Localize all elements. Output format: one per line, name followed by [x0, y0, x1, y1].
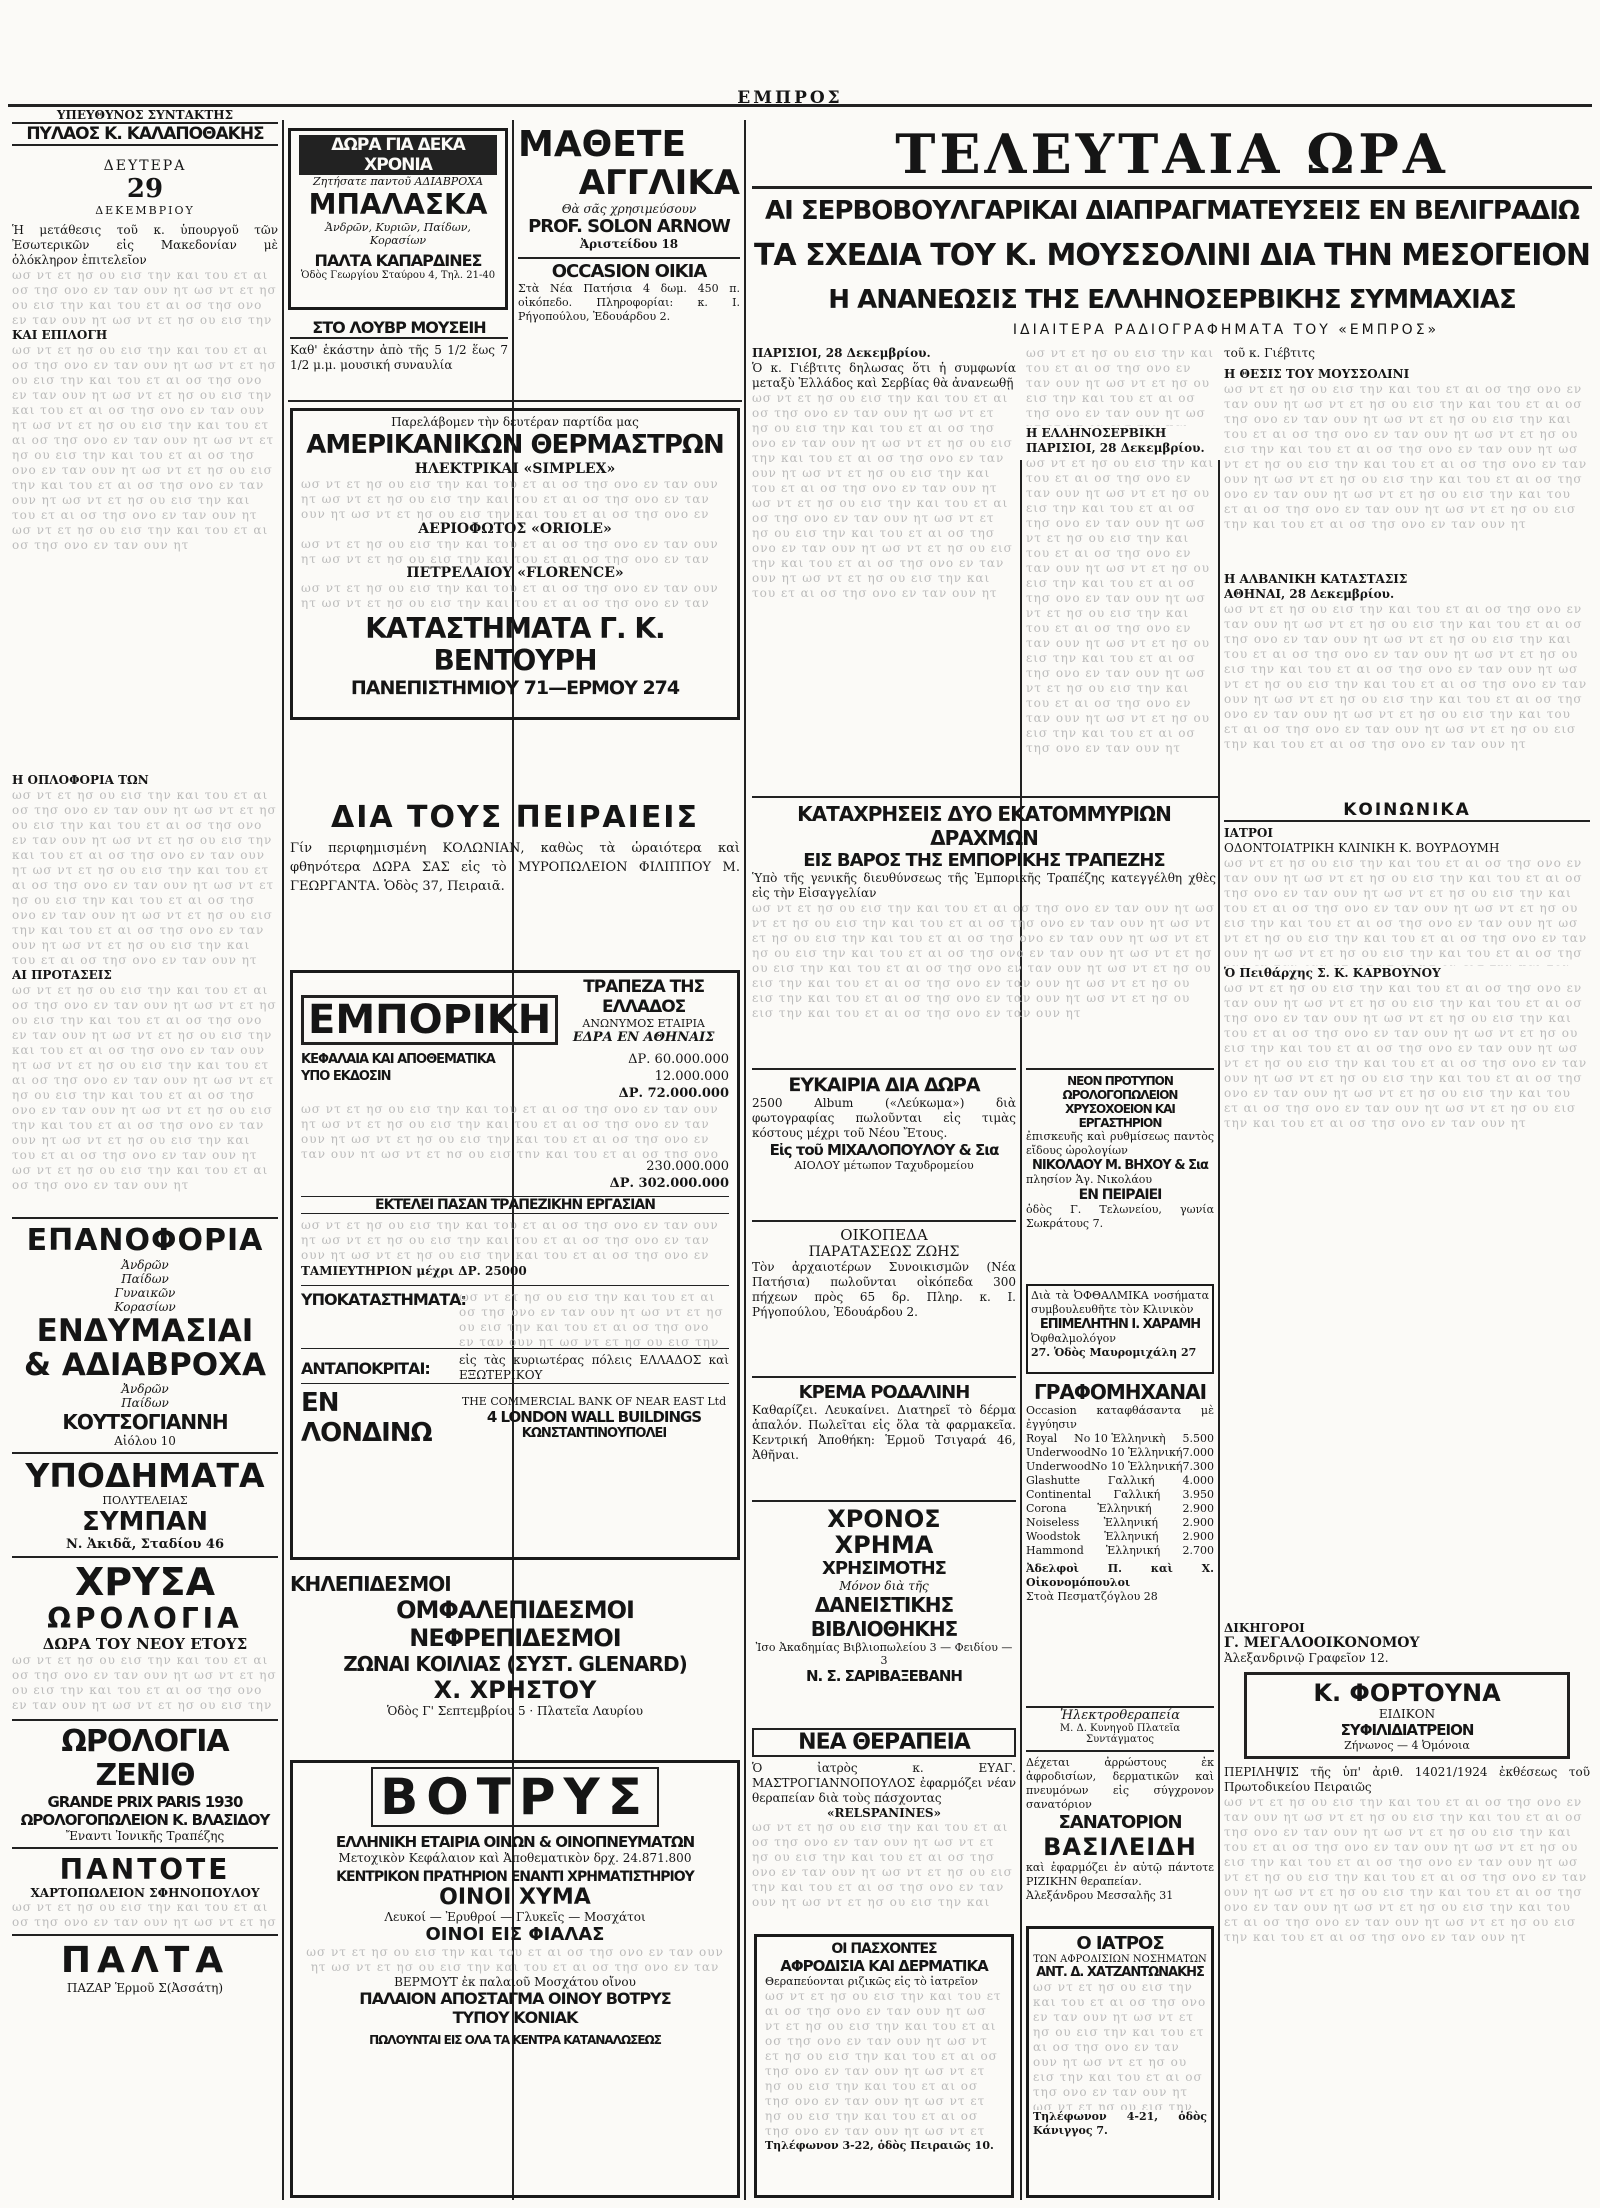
ad-subtitle: ΤΩΝ ΑΦΡΟΔΙΣΙΩΝ ΝΟΣΗΜΑΤΩΝ	[1033, 1954, 1207, 1965]
ad-body	[12, 1653, 278, 1715]
subheading: ΑΙ ΠΡΟΤΑΣΕΙΣ	[12, 968, 112, 982]
article-katachriseis	[752, 802, 1216, 1062]
ad-line: Θὰ σᾶς χρησιμεύσουν	[561, 202, 697, 216]
ad-line: ΗΛΕΚΤΡΙΚΑΙ «SIMPLEX»	[414, 461, 616, 477]
ad-line: ΟΜΦΑΛΕΠΙΔΕΣΜΟΙ	[396, 1596, 634, 1624]
ad-thermastron	[290, 408, 740, 720]
bank-antapokritai: ΑΝΤΑΠΟΚΡΙΤΑΙ:	[301, 1358, 430, 1378]
ad-owner: Χ. ΧΡΗΣΤΟΥ	[433, 1676, 597, 1704]
ad-prof: PROF. SOLON ARNOW	[528, 216, 730, 237]
ad-name: ΑΝΤ. Δ. ΧΑΤΖΑΝΤΩΝΑΚΗΣ	[1036, 1965, 1204, 1980]
article-body	[12, 983, 278, 1213]
ad-line: ΧΡΟΝΟΣ	[827, 1505, 941, 1533]
bank-amount: ΔΡ. 302.000.000	[609, 1176, 729, 1191]
ad-address: Τηλέφωνον 3-22, ὁδὸς Πειραιῶς 10.	[765, 2139, 994, 2152]
ad-title: ΓΡΑΦΟΜΗΧΑΝΑΙ	[1033, 1380, 1207, 1404]
bank-type: ΑΝΩΝΥΜΟΣ ΕΤΑΙΡΙΑ	[582, 1017, 705, 1030]
ad-city: ΕΝ ΠΕΙΡΑΙΕΙ	[1078, 1187, 1162, 1203]
ad-address: 27. Ὁδὸς Μαυρομιχάλη 27	[1031, 1346, 1197, 1359]
ad-address: Τηλέφωνον 4-21, ὁδὸς Κάνιγγος 7.	[1033, 2110, 1207, 2137]
ad-intro: Δέχεται ἀρρώστους ἐκ ἀφροδισίων, δερματικῶν καὶ πνευμόνων εἰς σύγχρονον σανατόριον	[1026, 1756, 1214, 1811]
ad-line: Κορασίων	[114, 1300, 176, 1314]
column-rule	[744, 120, 746, 2200]
bank-branches	[459, 1290, 729, 1348]
bank-ypo-ekdosin: ΥΠΟ ΕΚΔΟΣΙΝ	[301, 1069, 391, 1084]
ad-name: Κ. ΦΟΡΤΟΥΝΑ	[1313, 1679, 1501, 1707]
dateline: ΠΑΡΙΣΙΟΙ, 28 Δεκεμβρίου.	[752, 346, 931, 360]
typewriter-price: 3.950	[1182, 1488, 1214, 1501]
ad-line: ΔΑΝΕΙΣΤΙΚΗΣ	[814, 1593, 954, 1617]
ad-line: ΣΥΦΙΛΙΔΙΑΤΡΕΙΟΝ	[1340, 1721, 1474, 1739]
ad-title: Ο ΙΑΤΡΟΣ	[1076, 1933, 1164, 1954]
ad-line: Γυναικῶν	[114, 1286, 176, 1300]
ad-occasion: OCCASION ΟΙΚΙΑ	[518, 257, 740, 282]
article-body	[12, 268, 278, 328]
subheading: ΔΙΚΗΓΟΡΟΙ	[1224, 1621, 1305, 1635]
ad-mathete: ΜΑΘΕΤΕ	[518, 126, 687, 165]
main-headline-2: ΤΑ ΣΧΕΔΙΑ ΤΟΥ Κ. ΜΟΥΣΣΟΛΙΝΙ ΔΙΑ ΤΗΝ ΜΕΣΟΓΕΙΟΝ	[753, 238, 1591, 273]
typewriter-price: 7.300	[1182, 1460, 1214, 1473]
main-col-c	[1224, 346, 1590, 796]
typewriter-type: Ἑλληνική	[1104, 1530, 1159, 1543]
ad-line: GRANDE PRIX PARIS 1930	[47, 1793, 243, 1811]
ad-adiavrocha: & ΑΔΙΑΒΡΟΧΑ	[24, 1347, 266, 1383]
ad-body	[12, 1900, 278, 1930]
ad-line: ΟΙΝΟΙ ΧΥΜΑ	[439, 1885, 591, 1910]
typewriter-price: 5.500	[1182, 1432, 1214, 1445]
bank-amount: ΔΡ. 72.000.000	[618, 1086, 729, 1101]
typewriter-row	[1026, 1544, 1214, 1558]
ad-brand: ΜΠΑΛΑΣΚΑ	[308, 188, 488, 221]
louvre-notice	[290, 318, 508, 373]
bank-antap-text: εἰς τὰς κυριωτέρας πόλεις ΕΛΛΑΔΟΣ καὶ ΕΞΩΤΕΡΙΚΟΥ	[459, 1353, 729, 1382]
ad-address: Ἀλεξάνδρου Μεσσαλῆς 31	[1026, 1889, 1174, 1902]
divider	[12, 1847, 278, 1849]
ad-grafomichanai	[1026, 1380, 1214, 1700]
main-col-b	[1026, 346, 1214, 796]
ad-address: Ἰσο Ἀκαδημίας Βιβλιοπωλείου 3 — Φειδίου — 3	[755, 1641, 1013, 1667]
ad-line: ΚΕΝΤΡΙΚΟΝ ΠΡΑΤΗΡΙΟΝ ΕΝΑΝΤΙ ΧΡΗΜΑΤΙΣΤΗΡΙΟΥ	[336, 1869, 694, 1885]
typewriter-type: Γαλλική	[1113, 1488, 1161, 1501]
ad-line: ΧΡΗΣΙΜΟΤΗΣ	[822, 1558, 946, 1579]
ad-mpalaska	[288, 128, 508, 310]
notice-text: Καθ' ἑκάστην ἀπὸ τῆς 5 1/2 ἕως 7 1/2 μ.μ. μουσική συναυλία	[290, 343, 508, 372]
ad-body	[301, 477, 729, 521]
ad-eukairia	[752, 1074, 1016, 1214]
ad-line: ΕΛΛΗΝΙΚΗ ΕΤΑΙΡΙΑ ΟΙΝΩΝ & ΟΙΝΟΠΝΕΥΜΑΤΩΝ	[335, 1833, 695, 1851]
ad-emporiki-bank	[290, 970, 740, 1560]
bank-commercial: THE COMMERCIAL BANK OF NEAR EAST Ltd	[461, 1395, 727, 1408]
ad-text: Καθαρίζει. Λευκαίνει. Διατηρεῖ τὸ δέρμα ἁπαλόν. Πωλεῖται εἰς ὅλα τὰ φαρμακεῖα. Κεντρική Ἀποθήκη: Ἑρμοῦ Τσιγαρά 46, Ἀθῆναι.	[752, 1403, 1016, 1462]
main-headline-1: ΑΙ ΣΕΡΒΟΒΟΥΛΓΑΡΙΚΑΙ ΔΙΑΠΡΑΓΜΑΤΕΥΣΕΙΣ ΕΝ ΒΕΛΙΓΡΑΔΙΩ	[765, 196, 1579, 226]
ad-intro: Παρελάβομεν τὴν δευτέραν παρτίδα μας	[391, 415, 639, 429]
ad-brand: ΒΟΤΡΥΣ	[371, 1767, 659, 1827]
ad-line: Λευκοί — Ἐρυθροί — Γλυκεῖς — Μοσχάτοι	[384, 1910, 646, 1924]
ad-line: Παίδων	[121, 1272, 169, 1286]
editor-label: ΥΠΕΥΘΥΝΟΣ ΣΥΝΤΑΚΤΗΣ	[56, 108, 234, 122]
listing: Γ. ΜΕΓΑΛΟΟΙΚΟΝΟΜΟΥ	[1224, 1635, 1420, 1651]
typewriter-name: Woodstok	[1026, 1530, 1081, 1543]
ad-orologia: ΩΡΟΛΟΓΙΑ	[47, 1602, 243, 1635]
listing: ΟΔΟΝΤΟΙΑΤΡΙΚΗ ΚΛΙΝΙΚΗ Κ. ΒΟΥΡΔΟΥΜΗ	[1224, 841, 1500, 855]
article-text: τοῦ κ. Γιέβτιτς	[1224, 346, 1315, 360]
main-col-a	[752, 346, 1016, 796]
ad-line: Ὀφθαλμολόγον	[1031, 1332, 1116, 1345]
article-body	[752, 901, 1216, 1062]
ad-text: Ὁ ἰατρὸς κ. ΕΥΑΓ. ΜΑΣΤΡΟΓΙΑΝΝΟΠΟΥΛΟΣ ἐφαρμόζει νέαν θεραπείαν διὰ τοὺς πάσχοντας	[752, 1761, 1016, 1805]
ad-address: Ὁδὸς Γ' Σεπτεμβρίου 5 · Πλατεῖα Λαυρίου	[386, 1704, 644, 1718]
typewriter-price: 7.000	[1182, 1446, 1214, 1459]
ad-body	[1033, 1980, 1207, 2110]
typewriter-price: 2.900	[1182, 1516, 1214, 1529]
ad-paschontes	[754, 1934, 1014, 2198]
typewriter-name: Underwood	[1026, 1460, 1091, 1473]
bank-amount: 230.000.000	[646, 1159, 729, 1174]
article-lead: Ὑπὸ τῆς γενικῆς διευθύνσεως τῆς Ἐμπορικῆς Τραπέζης κατεγγέλθη χθὲς εἰς τὴν Εἰσαγγελίαν	[752, 871, 1216, 900]
article-body	[752, 391, 1016, 791]
ad-body	[301, 1945, 729, 1975]
typewriter-row	[1026, 1474, 1214, 1488]
divider	[752, 796, 1218, 798]
listing: Ὁ Πειθάρχης Σ. Κ. ΚΑΡΒΟΥΝΟΥ	[1224, 966, 1441, 980]
weekday: ΔΕΥΤΕΡΑ	[103, 158, 187, 174]
ad-line: «RELSPANINES»	[826, 1806, 942, 1820]
ad-koutsogianni: ΚΟΥΤΣΟΓΙΑΝΝΗ	[62, 1410, 228, 1434]
divider	[752, 1068, 1016, 1070]
article-lead: Ὁ κ. Γιέβτιτς δηλωσας ὅτι ἡ συμφωνία μεταξὺ Ἑλλάδος καὶ Σερβίας θὰ ἀνανεωθῇ	[752, 361, 1016, 390]
divider	[12, 1719, 278, 1721]
column-1	[12, 108, 278, 2198]
ad-sanatorion	[1026, 1750, 1214, 1926]
ad-line: Μετοχικὸν Κεφάλαιον καὶ Ἀποθεματικὸν δρχ. 24.871.800	[338, 1851, 692, 1865]
typewriter-row	[1026, 1432, 1214, 1446]
ad-owner: Ν. Σ. ΣΑΡΙΒΑΞΕΒΑΝΗ	[806, 1667, 962, 1685]
ad-endymasiai: ΕΝΔΥΜΑΣΙΑΙ	[36, 1313, 254, 1349]
ad-line: ΟΙ ΠΑΣΧΟΝΤΕΣ	[831, 1941, 937, 1957]
ad-sympan: ΣΥΜΠΑΝ	[81, 1507, 209, 1537]
ad-neon-protypon	[1026, 1068, 1214, 1286]
typewriter-row	[1026, 1460, 1214, 1474]
ad-line: ΖΩΝΑΙ ΚΟΙΛΙΑΣ (ΣΥΣΤ. GLENARD)	[343, 1652, 687, 1676]
legal-notice: ΠΕΡΙΛΗΨΙΣ τῆς ὑπ' ἀριθ. 14021/1924 ἐκθέσεως τοῦ Πρωτοδικείου Πειραιῶς	[1224, 1765, 1590, 1794]
ad-zenith: ΩΡΟΛΟΓΙΑ ΖΕΝΙΘ	[61, 1724, 229, 1793]
subheading: ΚΑΙ ΕΠΙΛΟΓΗ	[12, 328, 108, 342]
typewriter-row	[1026, 1502, 1214, 1516]
ad-address: ΠΑΝΕΠΙΣΤΗΜΙΟΥ 71—ΕΡΜΟΥ 274	[350, 677, 680, 699]
typewriter-price: 2.900	[1182, 1502, 1214, 1515]
typewriter-type: Ἑλληνική	[1097, 1502, 1152, 1515]
article-body	[1026, 346, 1214, 426]
ad-text: Στὰ Νέα Πατήσια 4 δωμ. 450 π. οἰκόπεδο. Πληροφορίαι: κ. Ι. Ρήγοπούλου, Ἐδουάρδου 2.	[518, 282, 740, 323]
divider	[12, 1452, 278, 1454]
ad-line: Ἀνδρῶν	[121, 1258, 169, 1272]
ad-ypodimata: ΥΠΟΔΗΜΑΤΑ	[25, 1456, 265, 1495]
typewriter-row	[1026, 1446, 1214, 1460]
article-body	[12, 788, 278, 968]
subheading: Η ΕΛΛΗΝΟΣΕΡΒΙΚΗ	[1026, 426, 1167, 440]
main-title: ΤΕΛΕΥΤΑΙΑ ΩΡΑ	[895, 122, 1449, 186]
subheading: Η ΟΠΛΟΦΟΡΙΑ ΤΩΝ	[12, 773, 149, 787]
column-rule	[1020, 460, 1022, 2200]
ad-store: ΚΑΤΑΣΤΗΜΑΤΑ Γ. Κ. ΒΕΝΤΟΥΡΗ	[365, 612, 665, 677]
ad-line: ΒΙΒΛΙΟΘΗΚΗΣ	[810, 1617, 958, 1641]
ad-address: Ν. Ἀκιδᾶ, Σταδίου 46	[66, 1537, 224, 1552]
ad-peiraieis	[290, 800, 740, 896]
ad-text: Γίν περιφημισμένη ΚΟΛΩΝΙΑΝ, καθὼς τὰ ὡραιότερα καὶ φθηνότερα ΔΩΡΑ ΣΑΣ εἰς τὸ ΜΥΡΟΠΩΛΕΙΟΝ ΦΙΛΙΠΠΟΥ Μ. ΓΕΩΡΓΑΝΤΑ. Ὁδὸς 37, Πειραιᾶ.	[290, 841, 740, 894]
divider	[288, 400, 742, 402]
typewriter-name: Underwood	[1026, 1446, 1091, 1459]
ad-body	[301, 581, 729, 609]
section-title: ΚΟΙΝΩΝΙΚΑ	[1224, 800, 1590, 822]
divider	[12, 1556, 278, 1558]
typewriter-price: 2.900	[1182, 1530, 1214, 1543]
ad-address: πλησίον Ἁγ. Νικολάου	[1026, 1173, 1153, 1186]
typewriter-price: 4.000	[1182, 1474, 1214, 1487]
dateline: ΑΘΗΝΑΙ, 28 Δεκεμβρίου.	[1224, 587, 1395, 601]
ad-krema	[752, 1376, 1016, 1500]
typewriter-type: Ἑλληνική	[1106, 1544, 1161, 1557]
typewriter-list	[1026, 1432, 1214, 1558]
main-headline-3: Η ΑΝΑΝΕΩΣΙΣ ΤΗΣ ΕΛΛΗΝΟΣΕΡΒΙΚΗΣ ΣΥΜΜΑΧΙΑΣ	[828, 285, 1516, 315]
ad-line: ΕΙΔΙΚΟΝ	[1378, 1707, 1436, 1721]
ad-surname: ΒΑΣΙΛΕΙΔΗ	[1043, 1833, 1197, 1861]
ad-line: ΠΑΛΤΑ ΚΑΠΑΡΔΙΝΕΣ	[314, 251, 482, 270]
ad-line: Ζητήσατε παντοῦ ΑΔΙΑΒΡΟΧΑ	[312, 175, 484, 188]
ad-ofthalmika	[1026, 1284, 1214, 1374]
column-rule	[1218, 460, 1220, 2200]
col3-ads	[518, 126, 740, 396]
ad-line: ΤΥΠΟΥ ΚΟΝΙΑΚ	[452, 2008, 578, 2027]
ad-address: Μ. Δ. Κυνηγοῦ Πλατεῖα Συντάγματος	[1059, 1723, 1181, 1745]
typewriter-name: Corona	[1026, 1502, 1067, 1515]
ad-line: Ἀνδρῶν	[121, 1382, 169, 1396]
article-body	[12, 343, 278, 773]
koinonika-column	[1224, 800, 1590, 2200]
typewriter-type: Γαλλική	[1107, 1474, 1155, 1487]
ad-line: ΧΡΥΣΟΧΟΕΙΟΝ ΚΑΙ ΕΡΓΑΣΤΗΡΙΟΝ	[1065, 1102, 1175, 1130]
ad-body	[765, 1989, 1003, 2139]
ad-address: Ζήνωνος — 4 Ὀμόνοια	[1344, 1739, 1470, 1752]
notice-title: ΣΤΟ ΛΟΥΒΡ ΜΟΥΣΕΙΗ	[290, 318, 508, 339]
ad-line: ΠΩΛΟΥΝΤΑΙ ΕΙΣ ΟΛΑ ΤΑ ΚΕΝΤΡΑ ΚΑΤΑΝΑΛΩΣΕΩΣ	[369, 2033, 661, 2047]
bank-name: ΕΜΠΟΡΙΚΗ	[301, 995, 558, 1045]
ad-subtitle: ΠΑΡΑΤΑΣΕΩΣ ΖΩΗΣ	[808, 1244, 960, 1260]
bank-london-wall: 4 LONDON WALL BUILDINGS	[486, 1408, 702, 1426]
article-body	[1026, 456, 1214, 776]
ad-title: ΔΩΡΑ ΓΙΑ ΔΕΚΑ ΧΡΟΝΙΑ	[299, 135, 497, 175]
main-subhead: ΙΔΙΑΙΤΕΡΑ ΡΑΔΙΟΓΡΑΦΗΜΑΤΑ ΤΟΥ «ΕΜΠΡΟΣ»	[1012, 322, 1440, 338]
listing-body	[1224, 981, 1590, 1621]
ad-address: ΠΑΖΑΡ Ἑρμοῦ Σ(Ἀσσάτη)	[66, 1981, 224, 1995]
ad-line: ΩΡΟΛΟΓΟΠΩΛΕΙΟΝ Κ. ΒΛΑΣΙΔΟΥ	[20, 1811, 270, 1829]
typewriter-name: Continental	[1026, 1488, 1092, 1501]
ad-line: ΝΕΟΝ ΠΡΟΤΥΠΟΝ ΩΡΟΛΟΓΟΠΩΛΕΙΟΝ	[1062, 1074, 1178, 1102]
typewriter-row	[1026, 1488, 1214, 1502]
typewriter-type: No 10 Ἑλληνική	[1090, 1446, 1183, 1459]
typewriter-type: No 10 Ἑλληνικὴ	[1074, 1432, 1166, 1445]
ad-text: καὶ ἐφαρμόζει ἐν αὐτῷ πάντοτε ΡΙΖΙΚΗΝ θεραπείαν.	[1026, 1861, 1214, 1888]
ad-line: ΠΕΤΡΕΛΑΙΟΥ «FLORENCE»	[406, 565, 624, 581]
ad-line: ΠΑΛΑΙΟΝ ΑΠΟΣΤΑΓΜΑ ΟΙΝΟΥ ΒΟΤΡΥΣ	[359, 1989, 671, 2008]
bank-tamiev: ΤΑΜΙΕΥΤΗΡΙΟΝ μέχρι ΔΡ. 25000	[301, 1264, 527, 1278]
bank-londino: ΕΝ ΛΟΝΔΙΝΩ	[301, 1388, 432, 1448]
ad-line: ΧΡΗΜΑ	[834, 1531, 934, 1559]
ad-line: ΑΕΡΙΟΦΩΤΟΣ «ORIOLE»	[418, 521, 612, 537]
typewriter-price: 2.700	[1182, 1544, 1214, 1557]
editor-name: ΠΥΛΑΟΣ Κ. ΚΑΛΑΠΟΘΑΚΗΣ	[12, 122, 278, 146]
ad-address: ὁδὸς Γ. Τελωνείου, γωνία Σωκράτους 7.	[1026, 1203, 1214, 1230]
bank-full: ΤΡΑΠΕΖΑ ΤΗΣ ΕΛΛΑΔΟΣ	[583, 977, 705, 1017]
ad-chrysa: ΧΡΥΣΑ	[74, 1560, 216, 1604]
typewriter-name: Royal	[1026, 1432, 1058, 1445]
column-rule	[282, 120, 284, 2200]
ad-title: Ἠλεκτροθεραπεία	[1060, 1708, 1180, 1723]
ad-fortouna	[1244, 1672, 1570, 1759]
ad-line: ΔΩΡΑ ΤΟΥ ΝΕΟΥ ΕΤΟΥΣ	[42, 1635, 248, 1653]
typewriter-type: Ἑλληνική	[1103, 1516, 1158, 1529]
ad-address: Ἀριστείδου 18	[579, 237, 679, 251]
typewriter-row	[1026, 1530, 1214, 1544]
ad-line: ΝΕΦΡΕΠΙΔΕΣΜΟΙ	[409, 1624, 621, 1652]
ad-intro: Occasion καταφθάσαντα μὲ ἐγγύησιν	[1026, 1404, 1214, 1431]
ad-pantote: ΠΑΝΤΟΤΕ	[59, 1853, 231, 1886]
ad-address: Ὁδὸς Γεωργίου Σταύρου 4, Τηλ. 21-40	[300, 270, 496, 281]
dateline: ΠΑΡΙΣΙΟΙ, 28 Δεκεμβρίου.	[1026, 441, 1205, 455]
ad-line: ΚΗΛΕΠΙΔΕΣΜΟΙ	[290, 1572, 451, 1596]
legal-body	[1224, 1795, 1590, 2135]
ad-title: ΕΠΙΜΕΛΗΤΗΝ Ι. ΧΑΡΑΜΗ	[1039, 1317, 1201, 1332]
bank-ektelei: ΕΚΤΕΛΕΙ ΠΑΣΑΝ ΤΡΑΠΕΖΙΚΗΝ ΕΡΓΑΣΙΑΝ	[301, 1196, 729, 1214]
article-body	[1224, 382, 1590, 572]
divider	[752, 186, 1592, 189]
day-number: 29	[126, 174, 164, 204]
ad-title: ΑΜΕΡΙΚΑΝΙΚΩΝ ΘΕΡΜΑΣΤΡΩΝ	[306, 430, 724, 460]
ad-line: ΠΟΛΥΤΕΛΕΙΑΣ	[102, 1494, 188, 1507]
article-body	[1224, 602, 1590, 752]
ad-line: ΑΦΡΟΔΙΣΙΑ ΚΑΙ ΔΕΡΜΑΤΙΚΑ	[780, 1957, 988, 1975]
subheading: Η ΘΕΣΙΣ ΤΟΥ ΜΟΥΣΣΟΛΙΝΙ	[1224, 367, 1410, 381]
paper-name: ΕΜΠΡΟΣ	[737, 88, 843, 108]
ad-christou	[290, 1572, 740, 1718]
ad-text: 2500 Album («Λεύκωμα») διὰ φωτογραφίας πωλοῦνται εἰς τιμὰς κόστους μέχρι τοῦ Νέου Ἔτους.	[752, 1096, 1016, 1140]
ad-text: Τὸν ἀρχαιοτέρων Συνοικισμῶν (Νέα Πατήσια) πωλοῦνται οἰκόπεδα 300 πήχεων πρὸς 65 δρ. Πληρ. κ. Ι. Ρήγοπούλου, Ἐδουάρδου 2.	[752, 1260, 1016, 1319]
ad-ilektrotherapeia	[1026, 1706, 1214, 1748]
ad-address: ΑΙΟΛΟΥ μέτωπον Ταχυδρομείου	[794, 1159, 974, 1172]
ad-line: Μόνον διὰ τῆς	[839, 1579, 929, 1593]
ad-title: ΚΡΕΜΑ ΡΟΔΑΛΙΝΗ	[798, 1382, 970, 1403]
article-title: ΚΑΤΑΧΡΗΣΕΙΣ ΔΥΟ ΕΚΑΤΟΜΜΥΡΙΩΝ ΔΡΑΧΜΩΝ	[797, 802, 1171, 850]
subheading: ΙΑΤΡΟΙ	[1224, 826, 1273, 840]
ad-line: ΟΙΝΟΙ ΕΙΣ ΦΙΑΛΑΣ	[425, 1924, 605, 1945]
bank-body	[301, 1218, 729, 1264]
ad-nea-therapeia	[752, 1728, 1016, 1928]
ad-iatros	[1026, 1926, 1214, 2198]
typewriter-name: Noiseless	[1026, 1516, 1080, 1529]
bank-seat: ΕΔΡΑ ΕΝ ΑΘΗΝΑΙΣ	[572, 1030, 715, 1045]
bank-amount: ΔΡ. 60.000.000	[628, 1052, 729, 1067]
ad-owner: Ἀδελφοὶ Π. καὶ Χ. Οἰκονομόπουλοι	[1026, 1562, 1214, 1589]
ad-text: ἐπισκευῆς καὶ ρυθμίσεως παντὸς εἴδους ὡρολογίων	[1026, 1130, 1214, 1157]
bank-kefalaia: ΚΕΦΑΛΑΙΑ ΚΑΙ ΑΠΟΘΕΜΑΤΙΚΑ	[301, 1052, 495, 1067]
ad-line: Παίδων	[121, 1396, 169, 1410]
ad-body	[752, 1820, 1016, 1910]
ad-title: ΟΙΚΟΠΕΔΑ	[840, 1226, 928, 1244]
ad-anglika: ΑΓΓΛΙΚΑ	[578, 163, 740, 203]
ad-text: Θεραπεύονται ριζικῶς εἰς τὸ ἰατρεῖον	[765, 1975, 978, 1988]
ad-botrys	[290, 1760, 740, 2198]
ad-line: Ἀνδρῶν, Κυριῶν, Παίδων, Κορασίων	[325, 221, 471, 247]
ad-owner: ΝΙΚΟΛΑΟΥ Μ. ΒΗΧΟΥ & Σια	[1032, 1158, 1208, 1173]
ad-title: ΕΥΚΑΙΡΙΑ ΔΙΑ ΔΩΡΑ	[788, 1074, 980, 1096]
ad-oikopeda	[752, 1220, 1016, 1376]
bank-body	[301, 1102, 729, 1158]
bank-amount: 12.000.000	[654, 1069, 729, 1084]
listing-address: Ἀλεξανδρινῷ Γραφεῖον 12.	[1224, 1651, 1389, 1665]
ad-title: ΝΕΑ ΘΕΡΑΠΕΙΑ	[752, 1728, 1016, 1757]
divider	[12, 1217, 278, 1219]
ad-address: Αἰόλου 10	[114, 1434, 176, 1448]
ad-name: ΣΑΝΑΤΟΡΙΟΝ	[1058, 1812, 1182, 1833]
month: ΔΕΚΕΜΒΡΙΟΥ	[95, 204, 195, 217]
bank-konst: ΚΩΝΣΤΑΝΤΙΝΟΥΠΟΛΕΙ	[521, 1426, 667, 1441]
lead-article-text: Ἡ μετάθεσις τοῦ κ. ὑπουργοῦ τῶν Ἐσωτερικῶν εἰς Μακεδονίαν μὲ ὁλόκληρον ἐπιτελεῖον	[12, 223, 278, 267]
ad-epanoforia: ΕΠΑΝΟΦΟΡΙΑ	[26, 1223, 264, 1258]
bank-ypokatastimata: ΥΠΟΚΑΤΑΣΤΗΜΑΤΑ:	[301, 1290, 466, 1309]
typewriter-type: No 10 Ἑλληνική	[1090, 1460, 1183, 1473]
subheading: Η ΑΛΒΑΝΙΚΗ ΚΑΤΑΣΤΑΣΙΣ	[1224, 572, 1408, 586]
divider	[12, 1934, 278, 1936]
ad-address: Ἔναντι Ἰονικῆς Τραπέζης	[65, 1829, 225, 1843]
ad-address: Στοὰ Πεσματζόγλου 28	[1026, 1590, 1158, 1603]
ad-title: ΔΙΑ ΤΟΥΣ ΠΕΙΡΑΙΕΙΣ	[331, 800, 699, 835]
ad-line: ΧΑΡΤΟΠΩΛΕΙΟΝ ΣΦΗΝΟΠΟΥΛΟΥ	[30, 1886, 260, 1900]
typewriter-row	[1026, 1516, 1214, 1530]
ad-body	[301, 537, 729, 565]
article-subtitle: ΕΙΣ ΒΑΡΟΣ ΤΗΣ ΕΜΠΟΡΙΚΗΣ ΤΡΑΠΕΖΗΣ	[803, 850, 1165, 871]
ad-palta: ΠΑΛΤΑ	[60, 1940, 230, 1981]
typewriter-name: Glashutte	[1026, 1474, 1081, 1487]
ad-line: ΒΕΡΜΟΥΤ ἐκ παλαιοῦ Μοσχάτου οἴνου	[394, 1975, 636, 1989]
typewriter-name: Hammond	[1026, 1544, 1084, 1557]
ad-shop: Εἰς τοῦ ΜΙΧΑΛΟΠΟΥΛΟΥ & Σια	[769, 1141, 999, 1159]
ad-text: Διὰ τὰ ὈΦΘΑΛΜΙΚΑ νοσήματα συμβουλευθῆτε τὸν Κλινικὸν	[1031, 1289, 1209, 1316]
listing-body	[1224, 856, 1590, 966]
ad-chronos	[752, 1500, 1016, 1728]
